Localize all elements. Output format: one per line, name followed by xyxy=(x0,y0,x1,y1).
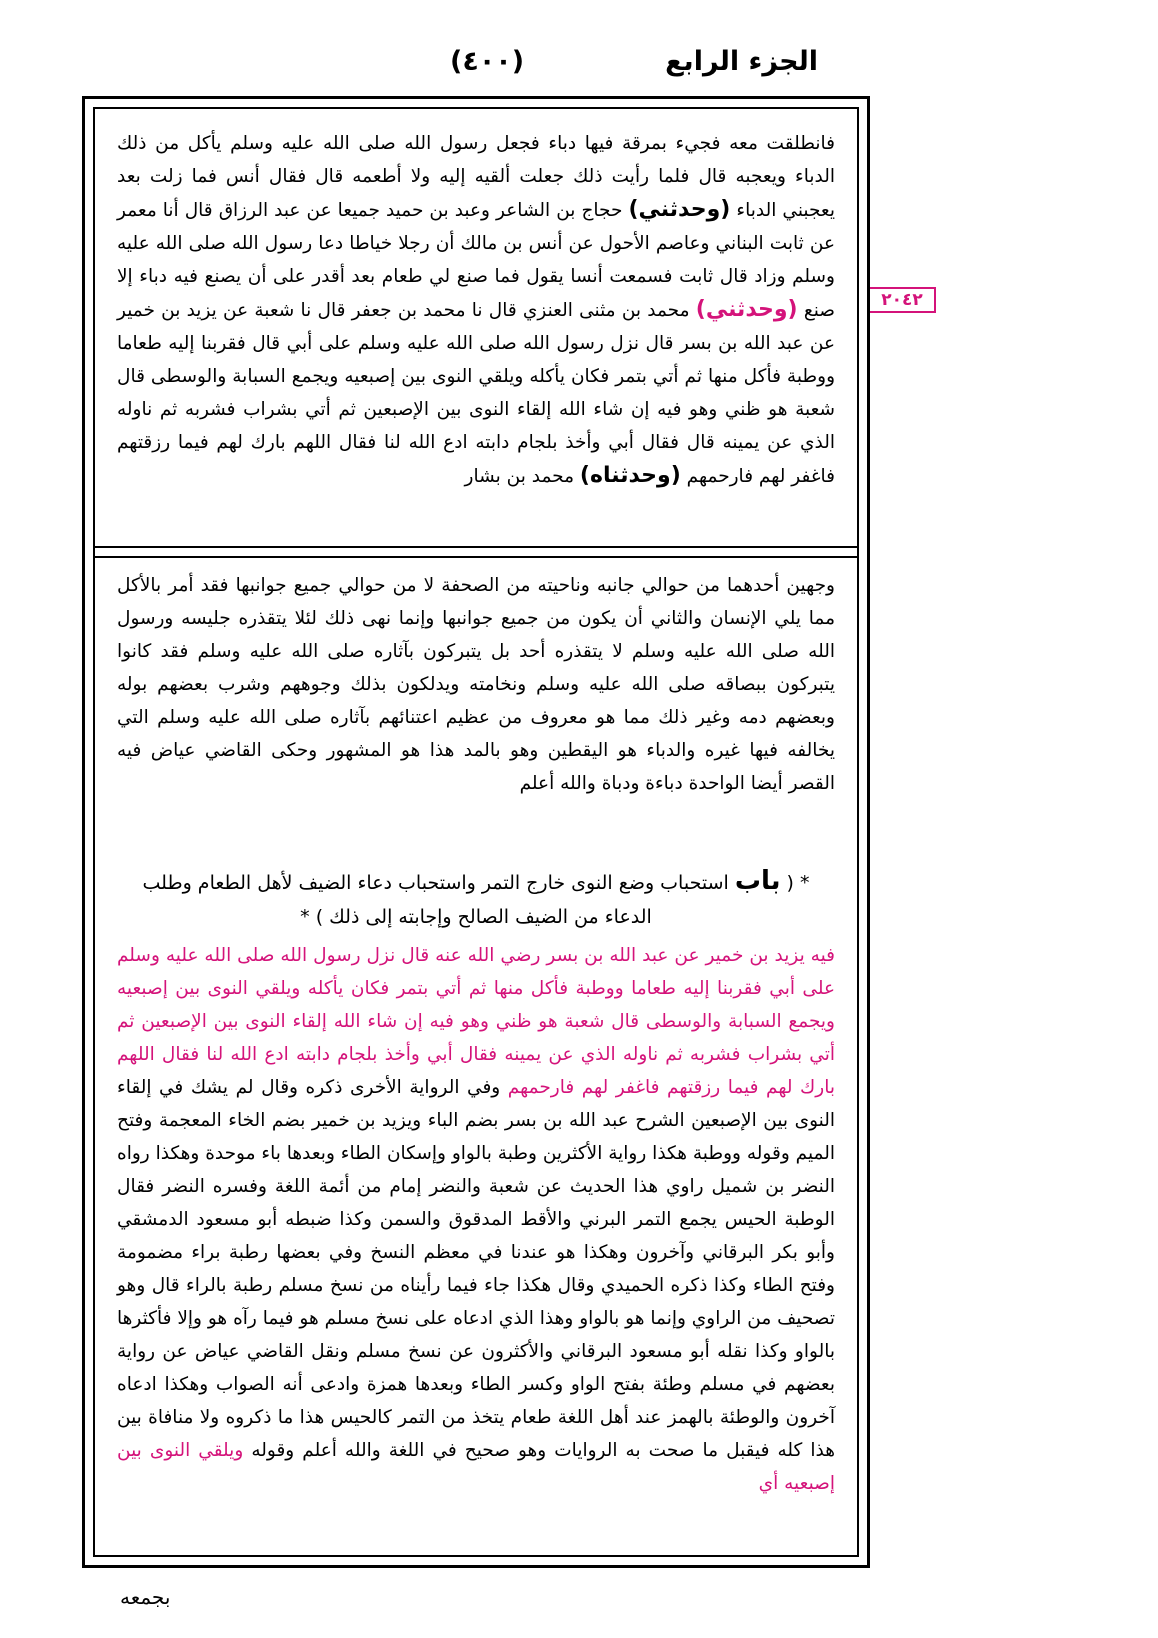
matn-section xyxy=(117,127,835,493)
sharh-commentary: وفي الرواية الأخرى ذكره وقال لم يشك في إلقاء النوى بين الإصبعين الشرح عبد الله بن بسر بضم الباء ويزيد بن خمير بضم الخاء المعجمة وفتح الميم وقوله ووطبة هكذا رواية الأكثرين وطبة بالواو وإسكان الطاء وبعدها باء موحدة وهكذا رواه النضر بن شميل راوي هذا الحديث عن شعبة والنضر إمام من أئمة اللغة وفسره النضر فقال الوطبة الحيس يجمع التمر البرني والأقط المدقوق والسمن وكذا ضبطه أبو مسعود الدمشقي وأبو بكر البرقاني وآخرون وهكذا هو عندنا في معظم النسخ وفي بعضها رطبة براء مضمومة وفتح الطاء وكذا ذكره الحميدي وقال هكذا جاء فيما رأيناه من نسخ مسلم رطبة بالراء قال وهو تصحيف من الراوي وإنما هو بالواو وهذا الذي ادعاه على نسخ مسلم هو فيما رآه هو وإلا فأكثرها بالواو وكذا نقله أبو مسعود البرقاني والأكثرون عن نسخ مسلم ونقل القاضي عياض عن رواية بعضهم في مسلم وطئة بفتح الواو وكسر الطاء وبعدها همزة وادعى أنه الصواب وهكذا ادعاه آخرون والوطئة بالهمز عند أهل اللغة طعام يتخذ من التمر كالحيس هذا ما ذكروه ولا منافاة بين هذا كله فيقبل ما صحت به الروايات وهو صحيح في اللغة والله أعلم وقوله xyxy=(117,1077,835,1461)
chapter-heading xyxy=(117,864,835,934)
sharh-quoted-hadith: فيه يزيد بن خمير عن عبد الله بن بسر رضي الله عنه قال نزل رسول الله صلى الله عليه وسلم على أبي فقربنا إليه طعاما ووطبة فأكل منها ثم أتي بتمر فكان يأكله ويلقي النوى بين إصبعيه ويجمع السبابة والوسطى قال شعبة هو ظني وهو فيه إن شاء الله إلقاء النوى بين الإصبعين ثم أتي بشراب فشربه ثم ناوله الذي عن يمينه فقال أبي وأخذ بلجام دابته ادع الله لنا فقال اللهم بارك لهم فيما رزقتهم فاغفر لهم فارحمهم xyxy=(117,945,835,1098)
sharh-paragraph-2 xyxy=(117,939,835,1500)
chapter-title: استحباب وضع النوى خارج التمر واستحباب دعاء الضيف لأهل الطعام وطلب الدعاء من الضيف الصالح وإجابته إلى ذلك xyxy=(142,872,729,928)
page-frame-inner xyxy=(93,107,859,1557)
matn-text-4: محمد بن بشار xyxy=(464,466,575,487)
matn-keyword-3: (وحدثناه) xyxy=(579,463,681,488)
matn-text-2: حجاج بن الشاعر وعبد بن حميد جميعا عن عبد الرزاق قال أنا معمر عن ثابت البناني وعاصم الأحول عن أنس بن مالك أن رجلا خياطا دعا رسول الله صلى الله عليه وسلم وزاد قال ثابت فسمعت أنسا يقول فما صنع لي طعام بعد أقدر على أن يصنع فيه دباء إلا صنع xyxy=(117,200,835,321)
hadith-number: ٢٠٤٢ xyxy=(868,287,936,313)
page-number: (٤٠٠) xyxy=(450,46,525,77)
matn-text-1: فانطلقت معه فجيء بمرقة فيها دباء فجعل رسول الله صلى الله عليه وسلم يأكل من ذلك الدباء ويعجبه قال فلما رأيت ذلك جعلت ألقيه إليه ولا أطعمه قال فقال أنس فما زلت بعد يعجبني الدباء xyxy=(117,133,835,221)
page-header xyxy=(0,46,1158,96)
matn-text-3: محمد بن مثنى العنزي قال نا محمد بن جعفر قال نا شعبة عن يزيد بن خمير عن عبد الله بن بسر قال نزل رسول الله صلى الله عليه وسلم على أبي قال فقربنا إليه طعاما ووطبة فأكل منها ثم أتي بتمر فكان يأكله ويلقي النوى بين إصبعيه ويجمع السبابة والوسطى قال شعبة هو ظني وهو فيه إن شاء الله إلقاء النوى بين الإصبعين ثم أتي بشراب فشربه ثم ناوله الذي عن يمينه قال فقال أبي وأخذ بلجام دابته ادع الله لنا فقال اللهم بارك لهم فيما رزقتهم فاغفر لهم فارحمهم xyxy=(117,300,835,487)
sharh-quoted-phrase: ويلقي النوى بين إصبعيه أي xyxy=(117,1440,835,1494)
sharh-paragraph-1: وجهين أحدهما من حوالي جانبه وناحيته من الصحفة لا من حوالي جميع جوانبها فقد أمر بالأكل مما يلي الإنسان والثاني أن يكون من جميع جوانبها وإنما نهى ذلك لئلا يتقذره جليسه ورسول الله صلى الله عليه وسلم لا يتقذره أحد بل يتبركون بآثاره صلى الله عليه وسلم فقد كانوا يتبركون ببصاقه صلى الله عليه وسلم ونخامته ويدلكون بذلك وجوههم وشرب بعضهم بوله وبعضهم دمه وغير ذلك مما هو معروف من عظيم اعتنائهم بآثاره صلى الله عليه وسلم التي يخالفه فيها غيره والدباء هو اليقطين وهو بالمد هذا هو المشهور وحكى القاضي عياض فيه القصر أيضا الواحدة دباءة ودباة والله أعلم xyxy=(117,575,835,794)
matn-keyword-1: (وحدثني) xyxy=(628,197,731,222)
chapter-word: باب xyxy=(734,866,781,896)
catchword: بجمعه xyxy=(120,1585,171,1609)
page-frame xyxy=(82,96,870,1568)
matn-keyword-2: (وحدثني) xyxy=(695,297,798,322)
section-divider xyxy=(95,546,857,558)
chapter-close-mark: ) * xyxy=(300,906,324,928)
volume-label: الجزء الرابع xyxy=(665,46,818,77)
chapter-open-mark: * ( xyxy=(786,872,810,894)
